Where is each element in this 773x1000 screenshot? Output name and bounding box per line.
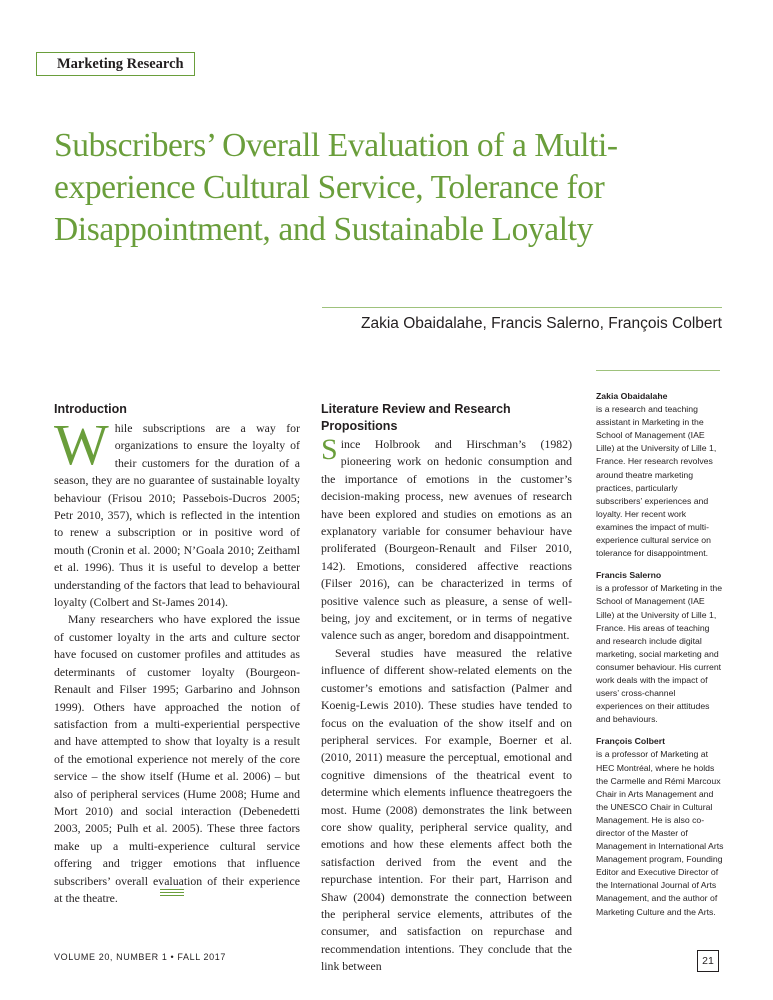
author-bio-text: is a professor of Marketing in the School of Management (IAE Lille) at the University of Lille 1, France. His areas of teaching and research include digital marketing, social marketing and consumer behaviour. His current work deals with the impact of users’ cross-channel experiences on their attitudes and behaviours. <box>596 583 723 725</box>
literature-paragraph-2: Several studies have measured the relative influence of different show-related elements on the customer’s emotions and satisfaction (Palmer and Koenig-Lewis 2010). These studies have tended to focus on the evaluation of the show itself and on peripheral services. For example, Boerner et al. (2010, 2011) measure the perceptual, emotional and cognitive dimensions of the theatrical event to determine which elements influence theatregoers the most. Hume (2008) demonstrates the link between core show quality, peripheral service quality, and emotions and how these elements affect both the satisfaction derived from the event and the repurchase intention. For their part, Harrison and Shaw (2004) demonstrate the connection between the peripheral service elements, attributes of the consumer, and satisfaction on repurchase and recommendation intentions. They conclude that the link between <box>321 645 572 974</box>
issue-info: VOLUME 20, NUMBER 1 • FALL 2017 <box>54 952 226 962</box>
literature-heading: Literature Review and Research Propositions <box>321 402 511 433</box>
author-bio-name: Zakia Obaidalahe <box>596 391 668 401</box>
bio-divider <box>596 370 720 371</box>
introduction-paragraph-2: Many researchers who have explored the issue of customer loyalty in the arts and culture sector have focused on customer profiles and attitudes as determinants of customer loyalty (Bourgeon-Renault and Filser 1995; Garbarino and Johnson 1999). Others have approached the notion of satisfaction from a multi-experiential perspective and have attempted to show that loyalty is a result of the emotional experience not merely of the core service – the show itself (Hume et al. 2006) – but also of peripheral services (Hume 2008; Hume and Mort 2010) and social interaction (Debenedetti 2003, 2005; Pulh et al. 2005). These three factors make up a multi-experience cultural service offering and trigger emotions that influence subscribers’ overall evaluation of their experience at the theatre. <box>54 612 300 905</box>
author-bio-text: is a professor of Marketing at HEC Montréal, where he holds the Carmelle and Rémi Marcoux Chair in Arts Management and the UNESCO Chair in Cultural Management. He is also co-director of the Master of Management in International Arts Management program, Founding Editor and Executive Director of the International Journal of Arts Management, and the author of Marketing Culture and the Arts. <box>596 749 724 917</box>
introduction-column <box>54 412 301 907</box>
author-bio-name: François Colbert <box>596 736 666 747</box>
author-bios <box>596 390 724 928</box>
author-bio-name: Francis Salerno <box>596 570 662 581</box>
introduction-paragraph-1 <box>54 412 301 611</box>
ornament-divider <box>160 889 184 898</box>
section-tag-label: Marketing Research <box>57 56 184 72</box>
page-number: 21 <box>697 950 719 972</box>
article-authors: Zakia Obaidalahe, Francis Salerno, François Colbert <box>361 315 722 332</box>
introduction-paragraph-1-text: hile subscriptions are a way for organizations to ensure the loyalty of their customers for the duration of a season, they are no guarantee of sustainable loyalty behaviour (Frisou 2010; Passebois-Ducros 2005; Petr 2010, 357), which is reflected in the intention to renew a subscription or in positive word of mouth (Cronin et al. 2000; N’Goala 2010; Zeithaml et al. 1996). Thus it is useful to develop a better understanding of the factors that lead to behavioural loyalty (Colbert and St-James 2014). <box>54 421 301 610</box>
section-tag <box>36 52 195 76</box>
introduction-dropcap: W <box>54 412 109 477</box>
introduction-heading: Introduction <box>54 402 127 416</box>
literature-dropcap: S <box>321 433 338 466</box>
author-divider <box>322 307 722 308</box>
author-bio <box>596 390 724 560</box>
literature-paragraph-1 <box>321 433 572 645</box>
author-bio <box>596 735 724 918</box>
literature-paragraph-1-text: ince Holbrook and Hirschman’s (1982) pioneering work on hedonic consumption and the importance of emotions in the customer’s decision-making process, new avenues of research have been explored and studies on emotions as an explanatory variable for consumer behaviour have proliferated (Bourgeon-Renault and Filser 2010, 142). Emotions, considered affective reactions (Filser 2016), can be characterized in terms of positive valence such as pleasure, a sense of well-being, joy and excitement, or in terms of negative valence such as anger, boredom and disappointment. <box>321 437 572 643</box>
literature-column <box>321 433 572 976</box>
article-title: Subscribers’ Overall Evaluation of a Multi-experience Cultural Service, Tolerance for Disappointment, and Sustainable Loyalty <box>54 127 618 248</box>
author-bio <box>596 569 724 726</box>
author-bio-text: is a research and teaching assistant in Marketing in the School of Management (IAE Lille) at the University of Lille 1, France. Her research revolves around theatre marketing practices, particularly subscribers’ experiences and loyalty. Her recent work examines the impact of multi-experience cultural service on tolerance for disappointment. <box>596 404 717 559</box>
